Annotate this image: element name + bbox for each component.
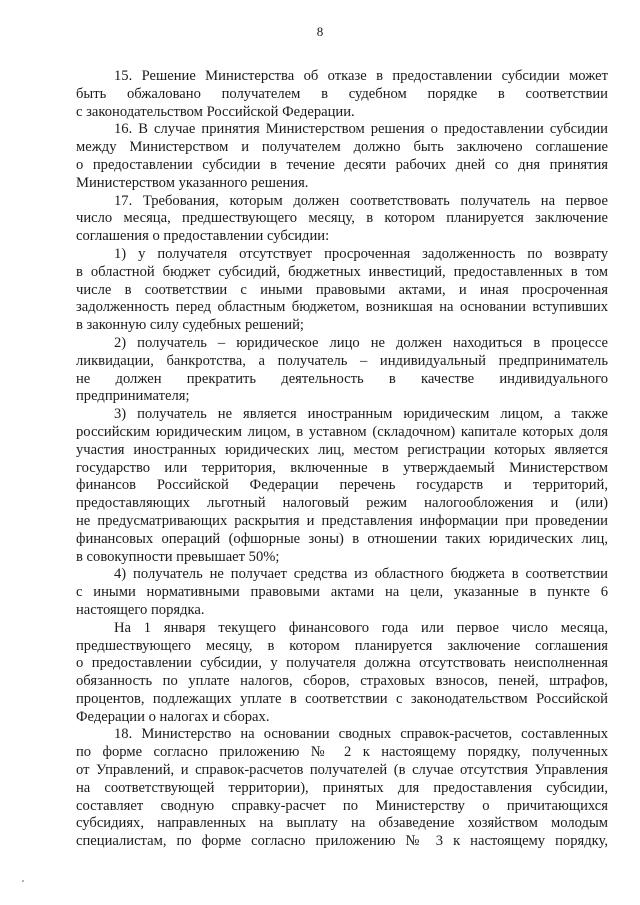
text-line: между Министерством и получателем должно быть заключено соглашение bbox=[76, 139, 608, 156]
text-line: по форме согласно приложению № 2 к настоящему порядку, полученных bbox=[76, 744, 608, 761]
text-line: от Управлений, и справок-расчетов получателей (в случае отсутствия Управления bbox=[76, 762, 608, 779]
text-line: Министерством указанного решения. bbox=[76, 174, 309, 191]
text-line: участия иностранных юридических лиц, местом регистрации которых является bbox=[76, 441, 608, 458]
text-line: ликвидации, банкротства, а получатель – индивидуальный предприниматель bbox=[76, 352, 608, 369]
text-line: 3) получатель не является иностранным юридическим лицом, а также bbox=[114, 406, 608, 423]
text-line: 2) получатель – юридическое лицо не должен находиться в процессе bbox=[114, 334, 608, 351]
text-line: обязанность по уплате налогов, сборов, страховых взносов, пеней, штрафов, bbox=[76, 673, 608, 690]
text-line: числе в соответствии с иными правовыми актами, и иная просроченная bbox=[76, 281, 608, 298]
text-line: быть обжаловано получателем в судебном порядке в соответствии bbox=[76, 85, 608, 102]
text-line: о предоставлении субсидии в течение десяти рабочих дней со дня принятия bbox=[76, 156, 608, 173]
text-line: на соответствующей территории), принятых для предоставления субсидии, bbox=[76, 779, 608, 796]
text-line: в совокупности превышает 50%; bbox=[76, 548, 280, 565]
text-line: составляет сводную справку-расчет по Министерству о причитающихся bbox=[76, 797, 608, 814]
text-line: субсидиях, направленных на выплату на обзаведение хозяйством молодым bbox=[76, 815, 608, 832]
text-line: финансов Российской Федерации перечень государств и территорий, bbox=[76, 477, 608, 494]
text-line: задолженность перед областным бюджетом, возникшая на основании вступивших bbox=[76, 299, 608, 316]
document-body bbox=[76, 68, 608, 851]
text-line: в законную силу судебных решений; bbox=[76, 317, 304, 334]
text-line: 15. Решение Министерства об отказе в предоставлении субсидии может bbox=[114, 68, 608, 84]
text-line: 18. Министерство на основании сводных справок-расчетов, составленных bbox=[114, 726, 608, 743]
text-line: не должен прекратить деятельность в качестве индивидуального bbox=[76, 370, 608, 387]
text-line: 1) у получателя отсутствует просроченная задолженность по возврату bbox=[114, 245, 608, 262]
page-number: 8 bbox=[316, 24, 324, 39]
text-line: в областной бюджет субсидий, бюджетных инвестиций, предоставленных в том bbox=[76, 263, 608, 280]
text-line: государство или территория, включенные в утверждаемый Министерством bbox=[76, 459, 608, 476]
text-line: соглашения о предоставлении субсидии: bbox=[76, 228, 330, 245]
text-line: 17. Требования, которым должен соответствовать получатель на первое bbox=[114, 192, 608, 209]
text-line: не предусматривающих раскрытия и представления информации при проведении bbox=[76, 512, 608, 529]
text-line: Федерации о налогах и сборах. bbox=[76, 708, 270, 725]
scan-speck bbox=[22, 880, 24, 882]
text-line: процентов, подлежащих уплате в соответствии с законодательством Российской bbox=[76, 690, 608, 707]
text-line: с законодательством Российской Федерации. bbox=[76, 103, 355, 120]
text-line: 16. В случае принятия Министерством решения о предоставлении субсидии bbox=[114, 121, 608, 138]
text-line: финансовых операций (офшорные зоны) в отношении таких юридических лиц, bbox=[76, 530, 608, 547]
text-line: число месяца, предшествующего месяцу, в котором планируется заключение bbox=[76, 210, 608, 227]
text-line: На 1 января текущего финансового года или первое число месяца, bbox=[114, 619, 608, 636]
text-line: предпринимателя; bbox=[76, 388, 190, 405]
text-line: предшествующего месяцу, в котором планируется заключение соглашения bbox=[76, 637, 608, 654]
text-line: российским юридическим лицом, в уставном (складочном) капитале которых доля bbox=[76, 423, 608, 440]
text-line: специалистам, по форме согласно приложению № 3 к настоящему порядку, bbox=[76, 833, 608, 850]
text-line: предоставляющих льготный налоговый режим налогообложения и (или) bbox=[76, 495, 608, 512]
text-line: о предоставлении субсидии, у получателя должна отсутствовать неисполненная bbox=[76, 655, 608, 672]
text-line: 4) получатель не получает средства из областного бюджета в соответствии bbox=[114, 566, 608, 583]
text-line: с иными нормативными правовыми актами на цели, указанные в пункте 6 bbox=[76, 584, 608, 601]
text-line: настоящего порядка. bbox=[76, 601, 205, 618]
